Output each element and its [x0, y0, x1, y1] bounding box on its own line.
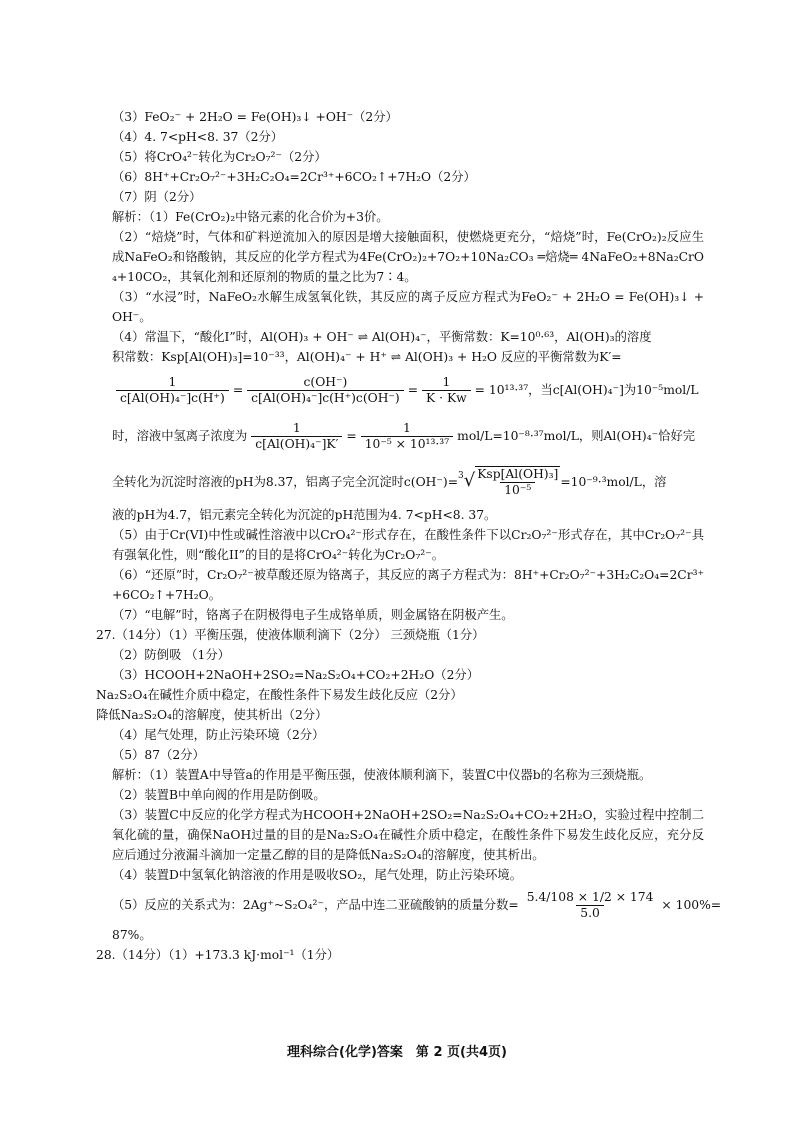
equilibrium-equation: $\frac{1}{\text{c[Al(OH)₄⁻]c(H⁺)}}$ = $\frac{c(OH^-)}{\text{c[Al(OH)₄⁻]c(H⁺)c(OH⁻)}}$ = $\frac{1}{K \cdot Kw}$ = 10¹³·³⁷，当c[Al(OH)₄⁻]为10⁻⁵mol/L	[112, 367, 704, 413]
explain-27-2: （2）装置B中单向阀的作用是防倒吸。	[112, 788, 326, 802]
equation-tail: = 10¹³·³⁷，当c[Al(OH)₄⁻]为10⁻⁵mol/L	[474, 383, 699, 397]
explain-26-4a: （4）常温下，“酸化I”时，Al(OH)₃ + OH⁻ ⇌ Al(OH)₄⁻，平衡常数：K=10⁰·⁶³，Al(OH)₃的溶度	[112, 330, 652, 344]
answer-26-4: （4）4. 7<pH<8. 37（2分）	[112, 130, 284, 144]
explain-26-7: （7）“电解”时，铬离子在阴极得电子生成铬单质，则金属铬在阴极产生。	[112, 608, 514, 622]
answer-27-3: （3）HCOOH+2NaOH+2SO₂=Na₂S₂O₄+CO₂+2H₂O（2分）	[112, 668, 480, 682]
mass-fraction-line: （5）反应的关系式为：2Ag⁺~S₂O₄²⁻，产品中连二亚硫酸钠的质量分数= $\frac{5.4/108 \times 1/2 \times 174}{5.0}$ × 100%=	[112, 889, 722, 920]
hydroxide-root-line: 全转化为沉淀时溶液的pH为8.37，铝离子完全沉淀时c(OH⁻)= 3 √ $\frac{\text{Ksp[Al(OH)₃]}}{\text{10⁻⁵}}$ =10⁻⁹·³mol/L，溶	[112, 467, 667, 497]
explain-26-4e: 液的pH为4.7，铝元素完全转化为沉淀的pH范围为4. 7<pH<8. 37。	[112, 508, 497, 522]
page-footer: 理科综合(化学)答案 第 2 页(共4页)	[287, 1045, 507, 1060]
fraction-1: $\frac{1}{\text{c[Al(OH)₄⁻]c(H⁺)}}$	[116, 375, 229, 406]
explain-26-1: 解析：（1）Fe(CrO₂)₂中铬元素的化合价为+3价。	[112, 210, 389, 224]
question-28-heading: 28.（14分）（1）+173.3 kJ·mol⁻¹（1分）	[96, 948, 340, 962]
answer-26-5: （5）将CrO₄²⁻转化为Cr₂O₇²⁻（2分）	[112, 150, 327, 164]
fraction-5: $\frac{1}{\text{10⁻⁵ × 10¹³·³⁷}}$	[361, 421, 453, 452]
explain-27-3: （3）装置C中反应的化学方程式为HCOOH+2NaOH+2SO₂=Na₂S₂O₄+CO₂+2H₂O，实验过程中控制二氧化硫的量，确保NaOH过量的目的是Na₂S₂O₄在碱性介质中稳定，在酸性条件下易发生歧化反应，充分反应后通过分液漏斗滴加一定量乙醇的目的是降低Na₂S₂O₄的溶解度，使其析出。	[112, 808, 704, 862]
explain-27-5-end: 87%。	[112, 928, 152, 942]
explain-27-4: （4）装置D中氢氧化钠溶液的作用是吸收SO₂，尾气处理，防止污染环境。	[112, 868, 523, 882]
answer-26-6: （6）8H⁺+Cr₂O₇²⁻+3H₂C₂O₄=2Cr³⁺+6CO₂↑+7H₂O（2分）	[112, 170, 476, 184]
answer-27-2: （2）防倒吸 （1分）	[112, 648, 230, 662]
hydrogen-concentration-line: 时，溶液中氢离子浓度为 $\frac{1}{\text{c[Al(OH)₄⁻]K′}}$ = $\frac{1}{\text{10⁻⁵ × 10¹³·³⁷}}$ mol/L=10⁻⁸·³⁷mol/L，则Al(OH)₄⁻恰好完	[112, 420, 696, 451]
answer-27-3b: Na₂S₂O₄在碱性介质中稳定，在酸性条件下易发生歧化反应（2分）	[96, 688, 463, 702]
answer-27-3c: 降低Na₂S₂O₄的溶解度，使其析出（2分）	[96, 708, 328, 722]
fraction-4: $\frac{1}{\text{c[Al(OH)₄⁻]K′}}$	[251, 421, 342, 452]
mass-fraction: $\frac{5.4/108 \times 1/2 \times 174}{5.0}$	[526, 889, 654, 920]
answer-27-4: （4）尾气处理，防止污染环境（2分）	[112, 728, 325, 742]
fraction-2: $\frac{c(OH^-)}{\text{c[Al(OH)₄⁻]c(H⁺)c(OH⁻)}}$	[247, 375, 404, 406]
radical-sign: √	[463, 470, 476, 491]
fraction-3: $\frac{1}{K \cdot Kw}$	[422, 375, 471, 406]
answer-content	[96, 107, 722, 965]
cube-root: 3 √ $\frac{\text{Ksp[Al(OH)₃]}}{\text{10⁻⁵}}$	[458, 467, 559, 497]
explain-26-5: （5）由于Cr(VI)中性或碱性溶液中以CrO₄²⁻形式存在，在酸性条件下以Cr₂O₇²⁻形式存在，其中Cr₂O₇²⁻具有强氧化性，则“酸化II”的目的是将CrO₄²⁻转化为Cr₂O₇²⁻。	[112, 528, 704, 562]
explain-27-1: 解析：（1）装置A中导管a的作用是平衡压强，使液体顺利滴下，装置C中仪器b的名称为三颈烧瓶。	[112, 768, 652, 782]
question-27-heading: 27.（14分）（1）平衡压强，使液体顺利滴下（2分） 三颈烧瓶（1分）	[96, 628, 485, 642]
answer-26-7: （7）阴（2分）	[112, 190, 202, 204]
answer-26-3: （3）FeO₂⁻ + 2H₂O = Fe(OH)₃↓ +OH⁻（2分）	[112, 110, 398, 124]
explain-26-6: （6）“还原”时，Cr₂O₇²⁻被草酸还原为铬离子，其反应的离子方程式为：8H⁺+Cr₂O₇²⁻+3H₂C₂O₄=2Cr³⁺+6CO₂↑+7H₂O。	[112, 568, 704, 602]
answer-27-5: （5）87（2分）	[112, 748, 205, 762]
explain-26-4b: 积常数：Ksp[Al(OH)₃]=10⁻³³，Al(OH)₄⁻ + H⁺ ⇌ Al(OH)₃ + H₂O 反应的平衡常数为K′=	[112, 350, 622, 364]
explain-26-2: （2）“焙烧”时，气体和矿料逆流加入的原因是增大接触面积，使燃烧更充分，“焙烧”时，Fe(CrO₂)₂反应生成NaFeO₂和铬酸钠，其反应的化学方程式为4Fe(CrO₂)₂+7O₂+10Na₂CO₃ ═焙烧═ 4NaFeO₂+8Na₂CrO₄+10CO₂，其氧化剂和还原剂的物质的量之比为7∶4。	[112, 230, 704, 284]
explain-26-3: （3）“水浸”时，NaFeO₂水解生成氢氧化铁，其反应的离子反应方程式为FeO₂⁻ + 2H₂O = Fe(OH)₃↓ +OH⁻。	[112, 290, 704, 324]
